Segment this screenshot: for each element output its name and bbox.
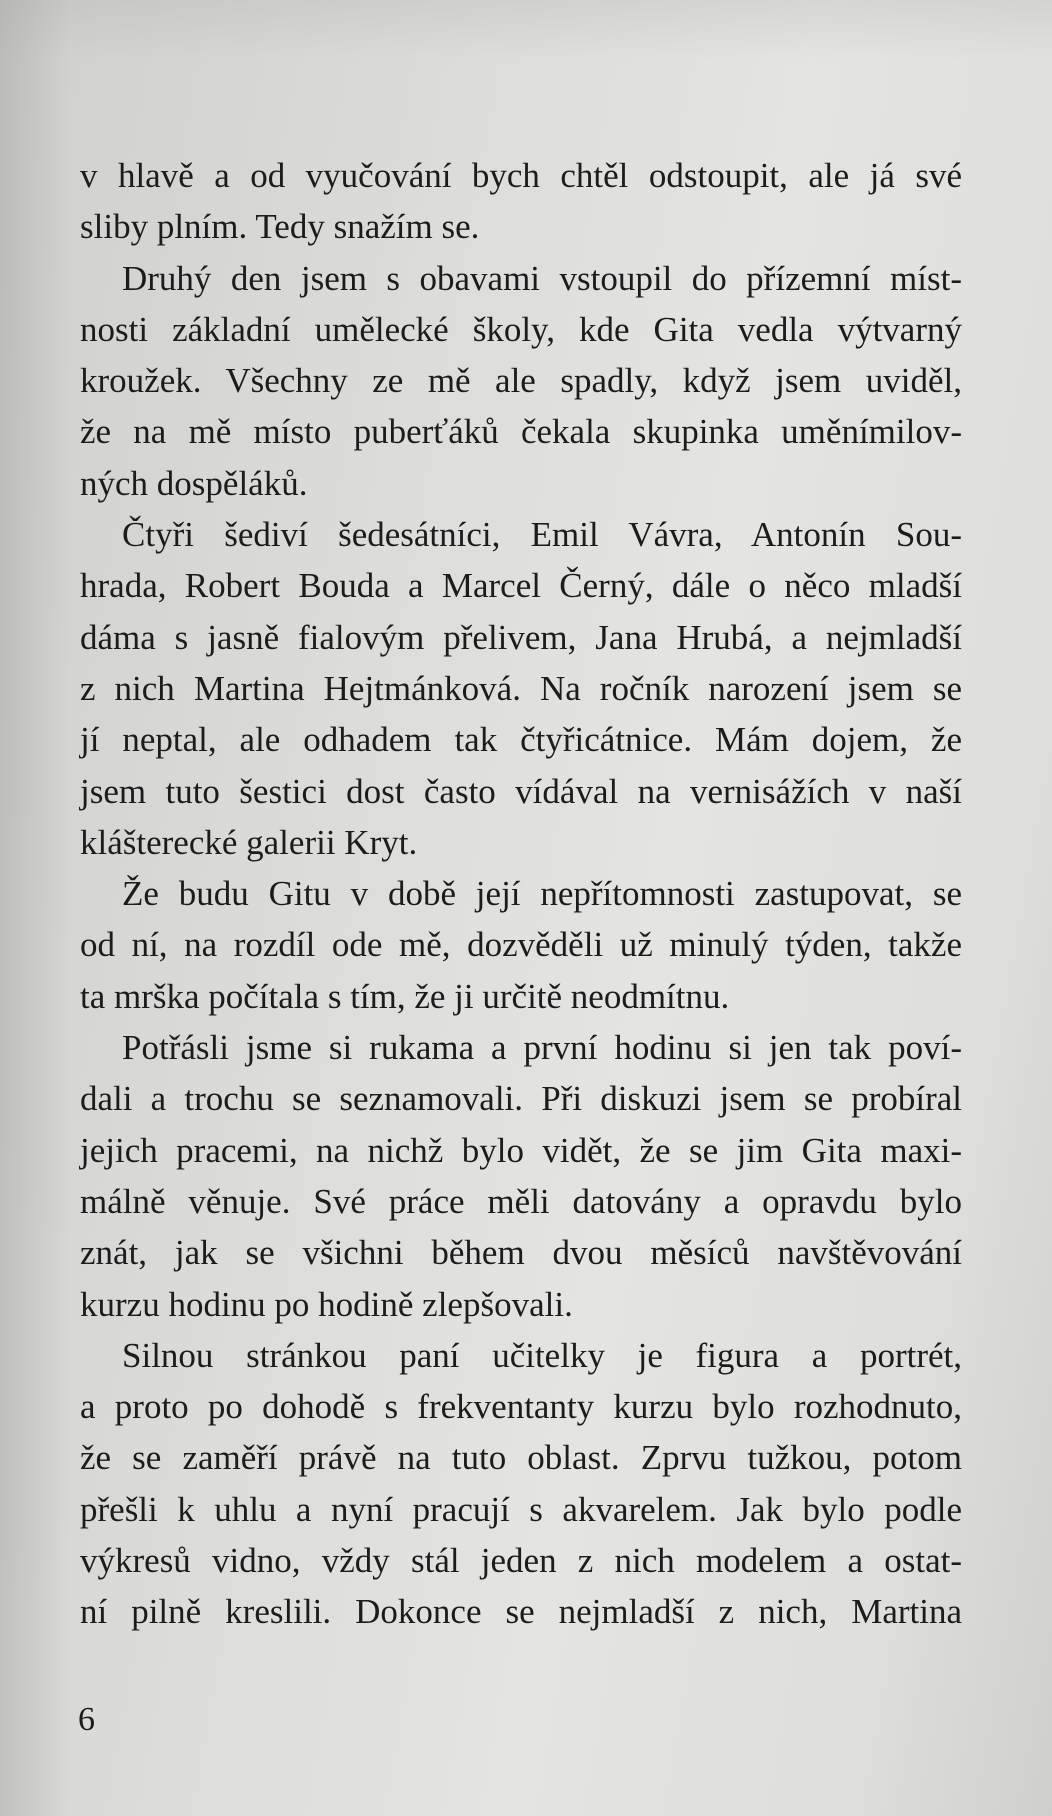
text-line: Druhý den jsem s obavami vstoupil do přízemní míst- xyxy=(122,258,962,298)
text-line: přešli k uhlu a nyní pracují s akvarelem. Jak bylo podle xyxy=(80,1489,962,1529)
paragraph xyxy=(80,1022,962,1330)
text-line: v hlavě a od vyučování bych chtěl odstoupit, ale já své xyxy=(80,156,962,195)
text-line: kurzu hodinu po hodině zlepšovali. xyxy=(80,1284,573,1324)
text-line: ní pilně kreslili. Dokonce se nejmladší z nich, Martina xyxy=(80,1592,962,1632)
text-line: výkresů vidno, vždy stál jeden z nich modelem a ostat- xyxy=(80,1541,962,1581)
text-line: od ní, na rozdíl ode mě, dozvěděli už minulý týden, takže xyxy=(80,925,962,965)
text-line: Čtyři šediví šedesátníci, Emil Vávra, Antonín Sou- xyxy=(122,515,962,555)
text-line: Že budu Gitu v době její nepřítomnosti zastupovat, se xyxy=(122,874,962,914)
paragraph xyxy=(80,509,962,868)
text-line: jí neptal, ale odhadem tak čtyřicátnice. Mám dojem, že xyxy=(80,720,962,760)
body-text xyxy=(80,150,962,1638)
text-line: že na mě místo puberťáků čekala skupinka uměnímilov- xyxy=(80,412,962,452)
text-line: málně věnuje. Své práce měli datovány a opravdu bylo xyxy=(80,1181,962,1221)
page-shadow-left xyxy=(0,0,70,1816)
page-number: 6 xyxy=(78,1701,95,1738)
text-line: kroužek. Všechny ze mě ale spadly, když jsem uviděl, xyxy=(80,361,962,401)
text-line: jejich pracemi, na nichž bylo vidět, že se jim Gita maxi- xyxy=(80,1130,962,1170)
page-shadow-top xyxy=(0,0,1052,60)
text-line: že se zaměří právě na tuto oblast. Zprvu tužkou, potom xyxy=(80,1438,962,1478)
text-line: z nich Martina Hejtmánková. Na ročník narození jsem se xyxy=(80,668,962,708)
text-line: dáma s jasně fialovým přelivem, Jana Hrubá, a nejmladší xyxy=(80,617,962,657)
text-line: a proto po dohodě s frekventanty kurzu bylo rozhodnuto, xyxy=(80,1387,962,1427)
text-line: znát, jak se všichni během dvou měsíců navštěvování xyxy=(80,1233,962,1273)
text-line: jsem tuto šestici dost často vídával na vernisážích v naší xyxy=(80,771,962,811)
text-line: Potřásli jsme si rukama a první hodinu si jen tak poví- xyxy=(122,1028,962,1068)
text-line: ných dospěláků. xyxy=(80,463,308,503)
text-line: dali a trochu se seznamovali. Při diskuzi jsem se probíral xyxy=(80,1079,962,1119)
text-line: ta mrška počítala s tím, že ji určitě neodmítnu. xyxy=(80,976,730,1016)
paragraph xyxy=(80,150,962,253)
paragraph xyxy=(80,1330,962,1638)
text-line: nosti základní umělecké školy, kde Gita vedla výtvarný xyxy=(80,309,962,349)
text-line: klášterecké galerii Kryt. xyxy=(80,822,418,862)
text-line: Silnou stránkou paní učitelky je figura a portrét, xyxy=(122,1335,962,1375)
paragraph xyxy=(80,253,962,509)
text-line: hrada, Robert Bouda a Marcel Černý, dále o něco mladší xyxy=(80,566,962,606)
text-line: sliby plním. Tedy snažím se. xyxy=(80,207,480,247)
paragraph xyxy=(80,868,962,1022)
